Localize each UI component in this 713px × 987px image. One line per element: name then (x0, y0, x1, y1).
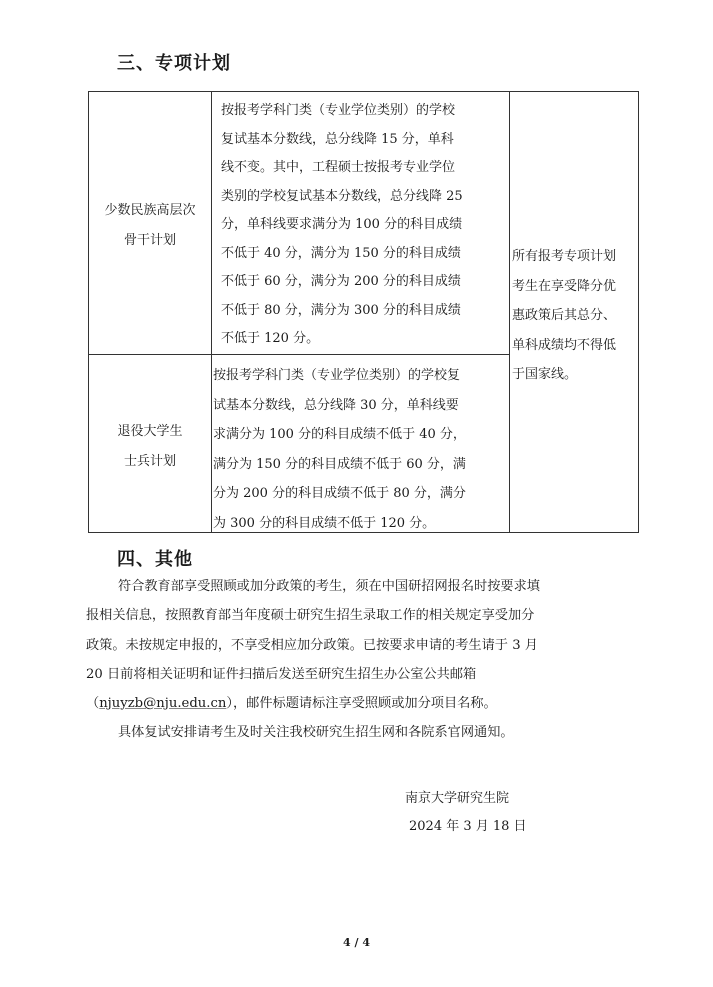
note-line: 惠政策后其总分、 (512, 308, 617, 323)
signature-org: 南京大学研究生院 (405, 791, 510, 806)
email-open-paren: （ (86, 696, 100, 712)
requirement-line: 试基本分数线，总分线降 30 分，单科线要 (213, 397, 459, 413)
plan-name-line: 骨干计划 (123, 233, 176, 248)
table-divider (89, 354, 510, 355)
plan-name-cell (89, 196, 211, 256)
requirement-line: 不低于 40 分，满分为 150 分的科目成绩 (221, 245, 461, 261)
page-number: 4 / 4 (343, 936, 370, 949)
plan-name-line: 退役大学生 (117, 424, 183, 439)
paragraph-line (86, 689, 626, 718)
section-heading-other: 四、其他 (117, 549, 193, 570)
other-policy-paragraph (86, 572, 626, 748)
signature-date: 2024 年 3 月 18 日 (409, 819, 527, 834)
requirement-line: 分为 200 分的科目成绩不低于 80 分，满分 (213, 486, 466, 501)
plan-name-cell (89, 417, 211, 477)
paragraph-line: 报相关信息，按照教育部当年度硕士研究生招生录取工作的相关规定享受加分 (86, 608, 535, 624)
paragraph-line: 政策。未按规定申报的，不享受相应加分政策。已按要求申请的考生请于 3 月 (86, 637, 538, 653)
requirement-line: 不低于 80 分，满分为 300 分的科目成绩 (221, 302, 461, 318)
plan-requirement-cell (213, 361, 466, 538)
plan-name-line: 少数民族高层次 (104, 203, 196, 218)
admissions-email-link[interactable]: njuyzb@nju.edu.cn (99, 696, 227, 712)
requirement-line: 类别的学校复试基本分数线，总分线降 25 (221, 188, 463, 204)
requirement-line: 满分为 150 分的科目成绩不低于 60 分，满 (213, 456, 466, 472)
plan-name-line: 士兵计划 (123, 454, 176, 469)
requirement-line: 不低于 120 分。 (221, 331, 320, 346)
requirement-line: 按报考学科门类（专业学位类别）的学校复 (213, 368, 461, 383)
requirement-line: 线不变。其中，工程硕士按报考专业学位 (221, 160, 456, 175)
plan-note-cell (512, 242, 616, 390)
requirement-line: 不低于 60 分，满分为 200 分的科目成绩 (221, 274, 461, 289)
plan-requirement-cell (221, 97, 463, 354)
schedule-notice-paragraph: 具体复试安排请考生及时关注我校研究生招生网和各院系官网通知。 (118, 725, 514, 741)
requirement-line: 求满分为 100 分的科目成绩不低于 40 分， (213, 427, 466, 442)
table-divider (509, 92, 510, 532)
email-tail-text: ），邮件标题请标注享受照顾或加分项目名称。 (226, 696, 497, 712)
table-divider (211, 92, 212, 532)
section-heading-special-plans: 三、专项计划 (117, 53, 231, 74)
note-line: 所有报考专项计划 (512, 249, 617, 264)
requirement-line: 复试基本分数线，总分线降 15 分，单科 (221, 131, 454, 147)
paragraph-line: 符合教育部享受照顾或加分政策的考生，须在中国研招网报名时按要求填 (118, 579, 540, 594)
paragraph-line: 20 日前将相关证明和证件扫描后发送至研究生招生办公室公共邮箱 (86, 666, 477, 682)
requirement-line: 为 300 分的科目成绩不低于 120 分。 (213, 515, 436, 531)
note-line: 单科成绩均不得低 (512, 337, 617, 353)
requirement-line: 按报考学科门类（专业学位类别）的学校 (221, 103, 456, 118)
note-line: 于国家线。 (512, 367, 578, 382)
requirement-line: 分，单科线要求满分为 100 分的科目成绩 (221, 217, 463, 232)
note-line: 考生在享受降分优 (512, 278, 617, 294)
special-plans-table (88, 91, 639, 533)
